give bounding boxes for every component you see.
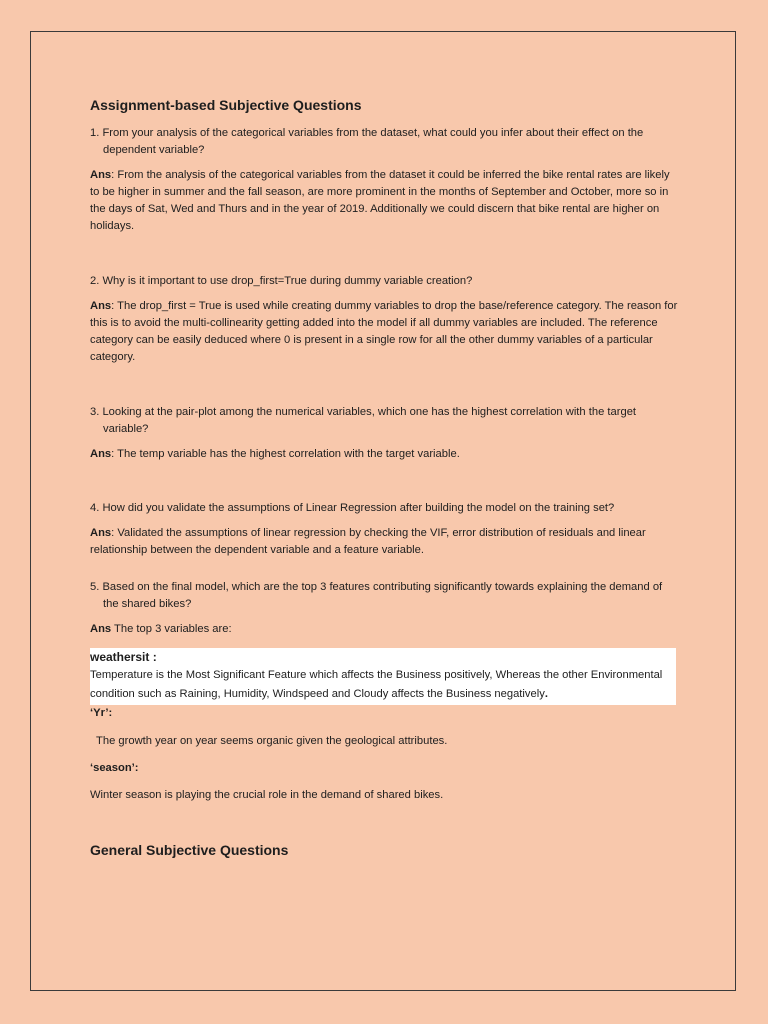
- section-title-general: General Subjective Questions: [90, 842, 289, 858]
- answer-4: [90, 525, 680, 559]
- season-text: Winter season is playing the crucial role in the demand of shared bikes.: [90, 789, 444, 801]
- answer-3: [90, 446, 680, 463]
- answer-2: [90, 298, 680, 366]
- document-content: [90, 96, 680, 859]
- yr-title: ‘Yr’:: [90, 707, 113, 719]
- question-3: 3. Looking at the pair-plot among the numerical variables, which one has the highest correlation with the target variable?: [90, 406, 637, 435]
- question-5: 5. Based on the final model, which are the top 3 features contributing significantly towards explaining the demand of the shared bikes?: [90, 581, 663, 610]
- ans-label: Ans: [90, 169, 112, 181]
- section-title-assignment: Assignment-based Subjective Questions: [90, 97, 362, 113]
- question-2: 2. Why is it important to use drop_first=True during dummy variable creation?: [90, 275, 473, 287]
- answer-text: The top 3 variables are:: [111, 623, 232, 635]
- season-title: ‘season’:: [90, 762, 139, 774]
- answer-text: : The temp variable has the highest correlation with the target variable.: [111, 448, 460, 460]
- question-1: 1. From your analysis of the categorical variables from the dataset, what could you infer about their effect on the dependent variable?: [90, 127, 644, 156]
- answer-text: : Validated the assumptions of linear regression by checking the VIF, error distribution of residuals and linear relationship between the dependent variable and a feature variable.: [90, 527, 646, 556]
- weathersit-period: .: [544, 688, 548, 700]
- yr-text: The growth year on year seems organic given the geological attributes.: [90, 735, 448, 747]
- answer-text: : From the analysis of the categorical variables from the dataset it could be inferred the bike rental rates are likely to be higher in summer and the fall season, are more prominent in the months of September and October, more so in the days of Sat, Wed and Thurs and in the year of 2019. Additionally we could discern that bike rental are higher on holidays.: [90, 169, 670, 232]
- answer-text: : The drop_first = True is used while creating dummy variables to drop the base/reference category. The reason for this is to avoid the multi-collinearity getting added into the model if all dummy variables are included. The reference category can be easily deduced where 0 is present in a single row for all the other dummy variables of a particular category.: [90, 300, 678, 363]
- question-4: 4. How did you validate the assumptions of Linear Regression after building the model on the training set?: [90, 502, 615, 514]
- weathersit-box: [90, 648, 676, 705]
- answer-5: [90, 621, 680, 638]
- ans-label: Ans: [90, 300, 112, 312]
- ans-label: Ans: [90, 623, 112, 635]
- ans-label: Ans: [90, 448, 112, 460]
- weathersit-body: Temperature is the Most Significant Feature which affects the Business positively, Whereas the other Environmental condition such as Raining, Humidity, Windspeed and Cloudy affects the Business negatively: [90, 669, 663, 700]
- answer-1: [90, 167, 680, 235]
- weathersit-text: [90, 666, 676, 704]
- ans-label: Ans: [90, 527, 112, 539]
- weathersit-title: weathersit :: [90, 650, 157, 664]
